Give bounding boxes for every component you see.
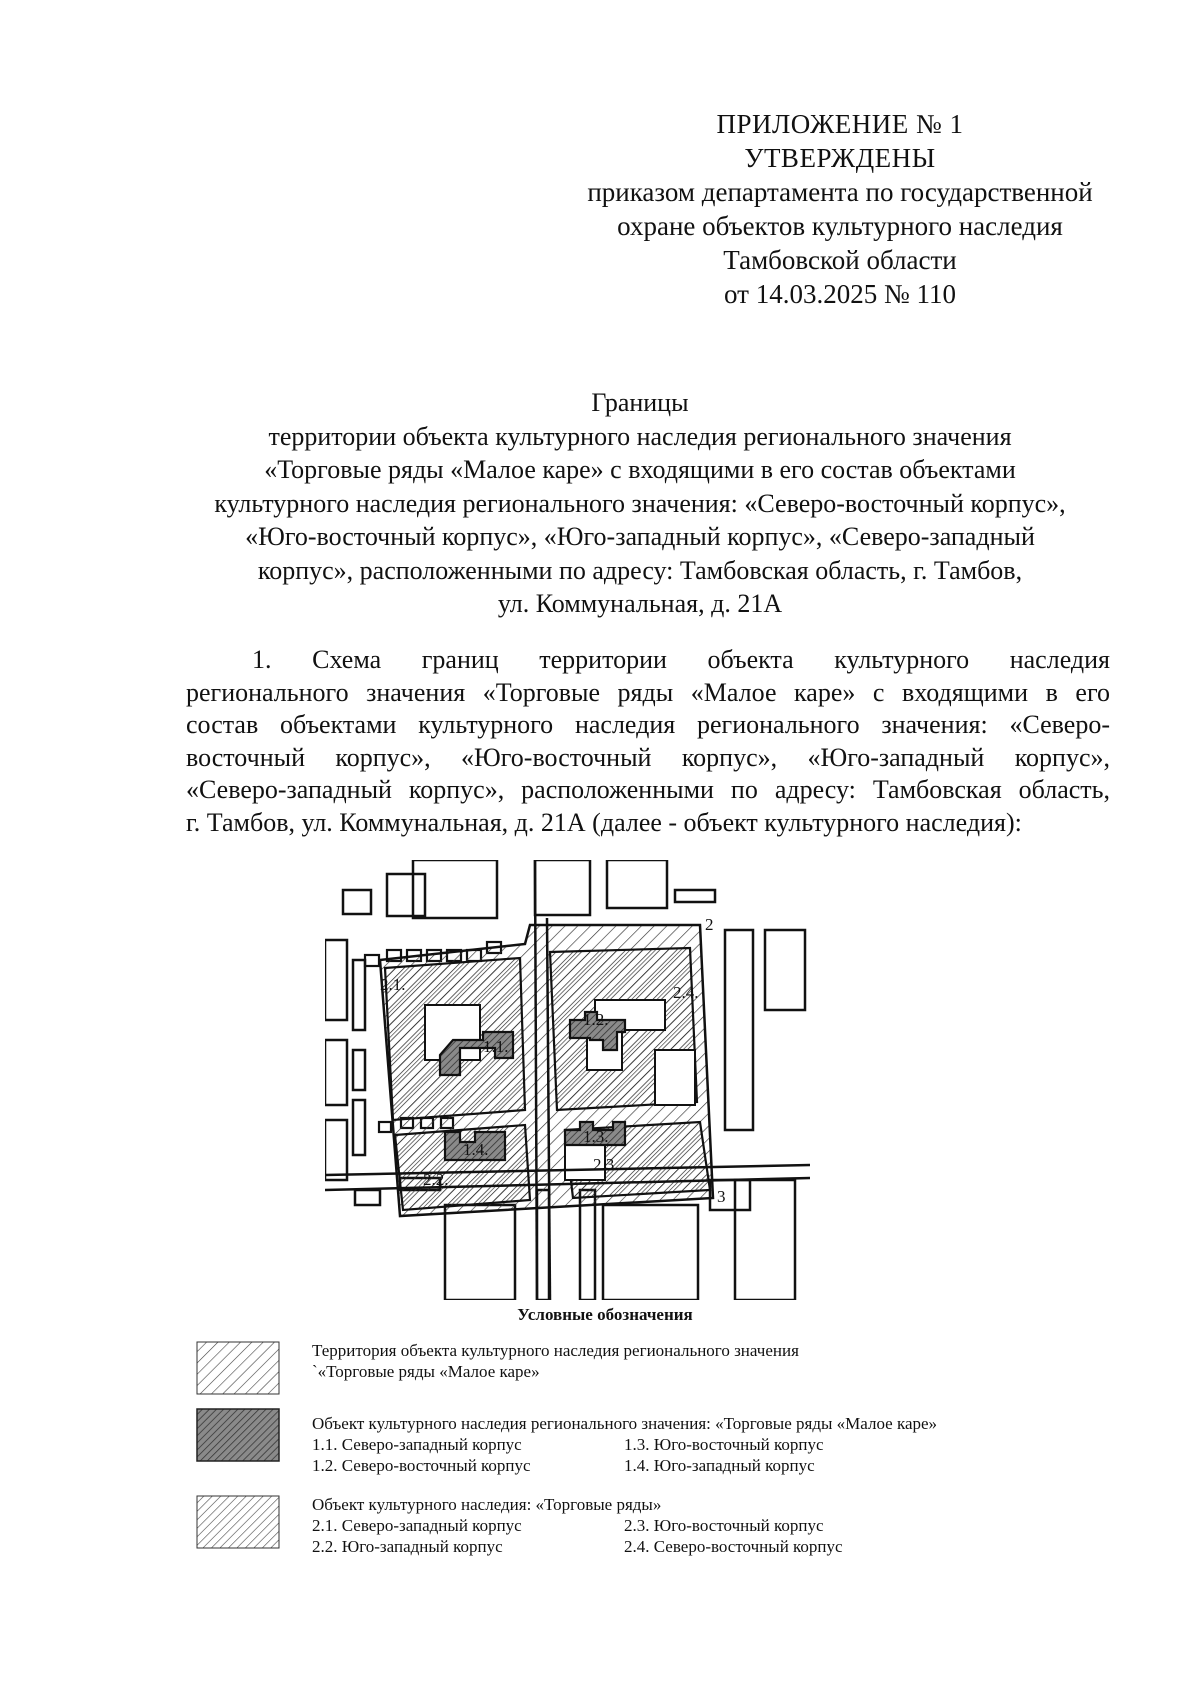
approval-header xyxy=(560,107,1120,311)
title-heading: Границы xyxy=(591,388,689,417)
label-2-2: 2.2. xyxy=(423,1170,449,1189)
legend-item-trade-rows xyxy=(312,1494,1172,1557)
paragraph-line: 1. Схема границ территории объекта культурного наследия xyxy=(252,645,1110,674)
legend-text-line: Территория объекта культурного наследия регионального значения xyxy=(312,1341,799,1360)
header-line: приказом департамента по государственной xyxy=(587,177,1093,207)
legend-subitem: 2.2. Юго-западный корпус xyxy=(312,1537,503,1556)
label-2-3: 2.3. xyxy=(593,1155,619,1174)
paragraph-line: регионального значения «Торговые ряды «Малое каре» с входящими в его xyxy=(186,677,1110,707)
map-svg xyxy=(325,860,810,1300)
label-1-3: 1.3. xyxy=(583,1127,609,1146)
paragraph-line: «Северо-западный корпус», расположенными по адресу: Тамбовская область, xyxy=(186,775,1110,804)
legend-subitems xyxy=(312,1434,1172,1476)
title-line: культурного наследия регионального значения: «Северо-восточный корпус», xyxy=(214,488,1066,518)
label-1-4: 1.4. xyxy=(463,1140,489,1159)
title-line: корпус», расположенными по адресу: Тамбовская область, г. Тамбов, xyxy=(257,555,1023,585)
legend-text-line: `«Торговые ряды «Малое каре» xyxy=(312,1362,540,1381)
label-1-2: 1.2. xyxy=(583,1010,609,1029)
legend-subitem: 2.4. Северо-восточный корпус xyxy=(624,1537,843,1556)
legend-subitem: 1.4. Юго-западный корпус xyxy=(624,1456,815,1475)
point-3-label: 3 xyxy=(717,1187,726,1206)
legend-subitems xyxy=(312,1515,1172,1557)
legend-subitem: 2.1. Северо-западный корпус xyxy=(312,1516,522,1535)
title-line: территории объекта культурного наследия регионального значения xyxy=(268,421,1012,451)
header-line: охране объектов культурного наследия xyxy=(617,211,1063,241)
legend-swatch-heritage-object xyxy=(196,1408,280,1462)
legend-text-line: Объект культурного наследия: «Торговые ряды» xyxy=(312,1495,662,1514)
point-2-label: 2 xyxy=(705,915,714,934)
title-line: ул. Коммунальная, д. 21А xyxy=(497,589,783,618)
title-line: «Юго-восточный корпус», «Юго-западный корпус», «Северо-западный xyxy=(245,522,1035,551)
legend-subitem: 1.1. Северо-западный корпус xyxy=(312,1435,522,1454)
paragraph-line: г. Тамбов, ул. Коммунальная, д. 21А (далее - объект культурного наследия): xyxy=(186,807,1022,837)
legend-swatch-territory xyxy=(196,1341,280,1395)
legend-subitem: 2.3. Юго-восточный корпус xyxy=(624,1516,824,1535)
boundary-map xyxy=(325,860,810,1300)
header-line: Тамбовской области xyxy=(723,245,957,275)
paragraph-line: восточный корпус», «Юго-восточный корпус», «Юго-западный корпус», xyxy=(186,742,1110,772)
approved-label: УТВЕРЖДЕНЫ xyxy=(744,143,936,173)
paragraph-line: состав объектами культурного наследия регионального значения: «Северо- xyxy=(186,710,1110,739)
label-1-1: 1.1. xyxy=(483,1037,509,1056)
legend-item-heritage-object xyxy=(312,1413,1172,1476)
document-title xyxy=(170,386,1110,621)
title-line: «Торговые ряды «Малое каре» с входящими в его состав объектами xyxy=(264,455,1016,484)
appendix-number: ПРИЛОЖЕНИЕ № 1 xyxy=(716,109,964,139)
legend-swatch-trade-rows xyxy=(196,1495,280,1549)
label-2-4: 2.4. xyxy=(673,983,699,1002)
legend-subitem: 1.3. Юго-восточный корпус xyxy=(624,1435,824,1454)
paragraph-1 xyxy=(186,644,1110,839)
legend-subitem: 1.2. Северо-восточный корпус xyxy=(312,1456,531,1475)
legend-item-territory xyxy=(312,1340,1172,1382)
legend-text-line: Объект культурного наследия регионального значения: «Торговые ряды «Малое каре» xyxy=(312,1414,938,1433)
order-date-number: от 14.03.2025 № 110 xyxy=(724,279,956,309)
label-2-1: 2.1. xyxy=(380,975,406,994)
legend-title: Условные обозначения xyxy=(517,1305,693,1324)
